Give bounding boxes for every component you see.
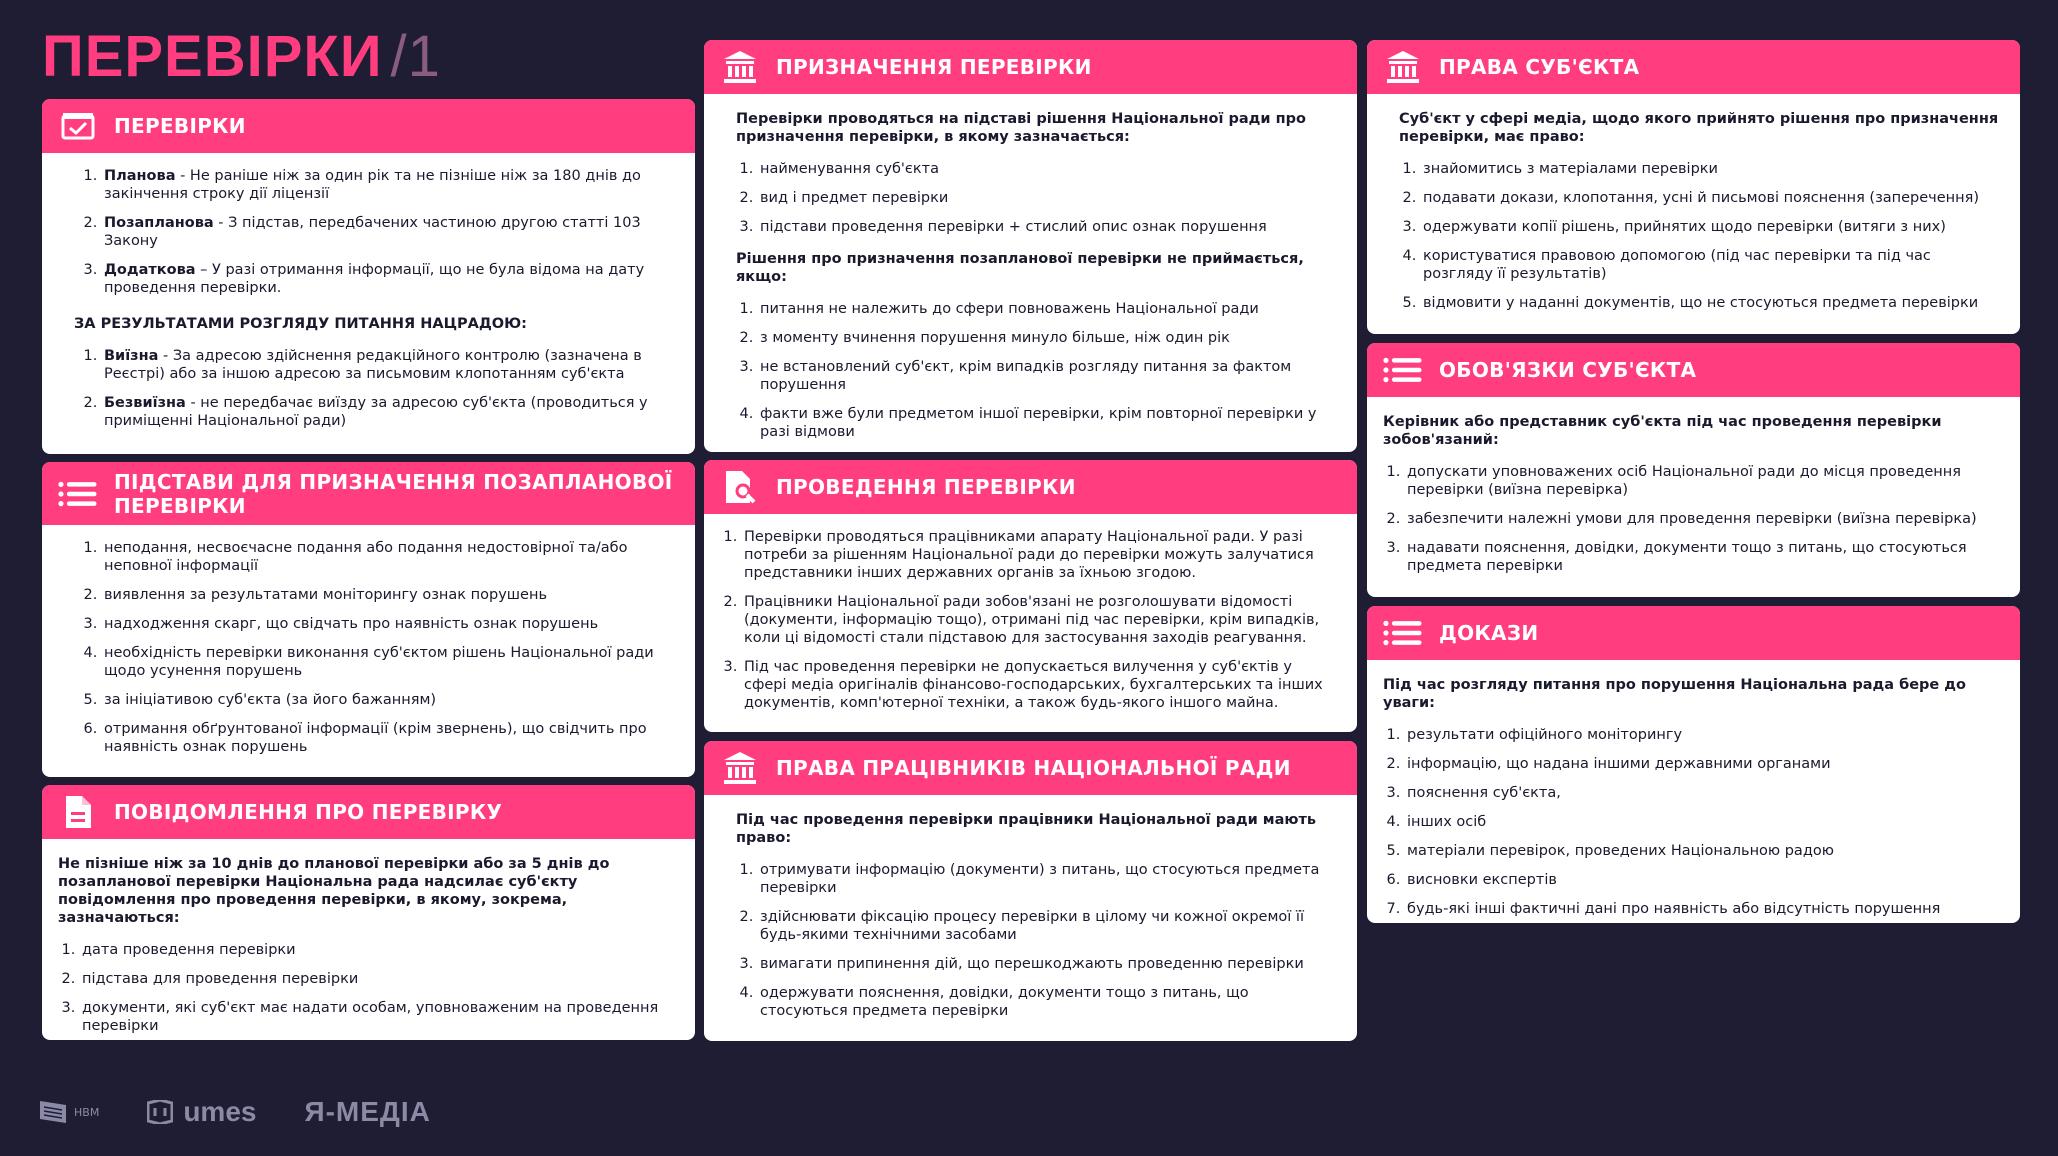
card-intro-secondary: Рішення про призначення позапланової перевірки не приймається, якщо: [736, 251, 1304, 285]
list-item: 1. допускати уповноважених осіб Національної ради до місця проведення перевірки (виїзна перевірка) [1405, 463, 2002, 499]
card-title: ПРОВЕДЕННЯ ПЕРЕВІРКИ [776, 475, 1076, 499]
list-item: 2. Працівники Національної ради зобов'язані не розголошувати відомості (документи, інформацію тощо), отримані під час перевірки, крім випадків, коли ці відомості стали підставою для застосування заходів реагування. [742, 593, 1339, 647]
footer-logos [40, 1096, 431, 1128]
list-item: 5. за ініціативою суб'єкта (за його бажанням) [102, 691, 677, 709]
list-item: 2. Позапланова - З підстав, передбачених частиною другою статті 103 Закону [102, 214, 677, 250]
ya-media-logo: Я-МЕДІА [304, 1096, 431, 1127]
section-heading: ЗА РЕЗУЛЬТАТАМИ РОЗГЛЯДУ ПИТАННЯ НАЦРАДОЮ: [74, 316, 527, 332]
list-item: 1. дата проведення перевірки [80, 941, 677, 959]
list-item: 2. підстава для проведення перевірки [80, 970, 677, 988]
list-item: 2. з моменту вчинення порушення минуло більше, ніж один рік [758, 329, 1339, 347]
list-item: 1. Перевірки проводяться працівниками апарату Національної ради. У разі потреби за рішенням Національної ради до перевірки можуть залучатися представники інших державних органів за їхньою згодою. [742, 528, 1339, 582]
list-icon [1383, 350, 1423, 390]
document-icon [58, 792, 98, 832]
list-item: 4. одержувати пояснення, довідки, документи тощо з питань, що стосуються предмета перевірки [758, 984, 1339, 1020]
list-item: 2. забезпечити належні умови для проведення перевірки (виїзна перевірка) [1405, 510, 2002, 528]
list-item: 2. Безвиїзна - не передбачає виїзду за адресою суб'єкта (проводиться у приміщенні Національної ради) [102, 394, 677, 430]
card-intro: Під час проведення перевірки працівники Національної ради мають право: [736, 812, 1317, 846]
card-povidomlennia [42, 785, 695, 1040]
card-intro: Керівник або представник суб'єкта під час проведення перевірки зобов'язаний: [1383, 414, 1942, 448]
institution-icon [1383, 47, 1423, 87]
card-title: ПРАВА ПРАЦІВНИКІВ НАЦІОНАЛЬНОЇ РАДИ [776, 756, 1291, 780]
list-item: 3. надходження скарг, що свідчать про наявність ознак порушень [102, 615, 677, 633]
list-item: 1. питання не належить до сфери повноважень Національної ради [758, 300, 1339, 318]
list-item: 2. інформацію, що надана іншими державними органами [1405, 755, 2002, 773]
list-item: 3. Додаткова – У разі отримання інформації, що не була відома на дату проведення перевірки. [102, 261, 677, 297]
list-item: 3. Під час проведення перевірки не допускається вилучення у суб'єктів у сфері медіа оригіналів фінансово-господарських, бухгалтерських та інших документів, комп'ютерної техніки, а також будь-якого іншого майна. [742, 658, 1339, 712]
card-prava-subiekta [1367, 40, 2020, 334]
card-intro: Суб'єкт у сфері медіа, щодо якого прийнято рішення про призначення перевірки, має право: [1399, 111, 1999, 145]
institution-icon [720, 748, 760, 788]
card-provedennia [704, 460, 1357, 732]
card-title: ОБОВ'ЯЗКИ СУБ'ЄКТА [1439, 358, 1697, 382]
list-item: 4. користуватися правовою допомогою (під час перевірки та під час розгляду її результатів) [1421, 247, 2002, 283]
list-item: 5. відмовити у наданні документів, що не стосуються предмета перевірки [1421, 294, 2002, 312]
card-prava-pratsivnykiv [704, 741, 1357, 1041]
list-item: 1. неподання, несвоєчасне подання або подання недостовірної та/або неповної інформації [102, 539, 677, 575]
list-item: 3. одержувати копії рішень, прийнятих щодо перевірки (витяги з них) [1421, 218, 2002, 236]
card-title: ПРАВА СУБ'ЄКТА [1439, 55, 1640, 79]
card-intro: Перевірки проводяться на підставі рішення Національної ради про призначення перевірки, в якому зазначається: [736, 111, 1306, 145]
list-item: 3. пояснення суб'єкта, [1405, 784, 2002, 802]
umes-logo: umes [147, 1096, 256, 1128]
list-item: 3. надавати пояснення, довідки, документи тощо з питань, що стосуються предмета перевірки [1405, 539, 2002, 575]
card-title: ПЕРЕВІРКИ [114, 114, 246, 138]
nvm-logo: НВМ [40, 1101, 99, 1123]
list-item: 1. Виїзна - За адресою здійснення редакційного контролю (зазначена в Реєстрі) або за іншою адресою за письмовим клопотанням суб'єкта [102, 347, 677, 383]
institution-icon [720, 47, 760, 87]
checkbox-icon [58, 106, 98, 146]
list-item: 3. вимагати припинення дій, що перешкоджають проведенню перевірки [758, 955, 1339, 973]
card-oboviazky [1367, 343, 2020, 597]
list-item: 7. будь-які інші фактичні дані про наявність або відсутність порушення [1405, 900, 2002, 918]
card-intro: Під час розгляду питання про порушення Національна рада бере до уваги: [1383, 677, 1966, 711]
list-item: 2. здійснювати фіксацію процесу перевірки в цілому чи кожної окремої її будь-якими технічними засобами [758, 908, 1339, 944]
list-item: 4. інших осіб [1405, 813, 2002, 831]
list-item: 6. висновки експертів [1405, 871, 2002, 889]
page-title: ПЕРЕВІРКИ /1 [42, 24, 441, 89]
list-item: 1. найменування суб'єкта [758, 160, 1339, 178]
card-pryznachennia [704, 40, 1357, 452]
card-title: ПРИЗНАЧЕННЯ ПЕРЕВІРКИ [776, 55, 1092, 79]
list-item: 4. факти вже були предметом іншої перевірки, крім повторної перевірки у разі відмови [758, 405, 1339, 441]
list-item: 3. документи, які суб'єкт має надати особам, уповноваженим на проведення перевірки [80, 999, 677, 1035]
list-item: 2. виявлення за результатами моніторингу ознак порушень [102, 586, 677, 604]
card-pidstavy [42, 462, 695, 777]
card-title: ПОВІДОМЛЕННЯ ПРО ПЕРЕВІРКУ [114, 800, 503, 824]
card-perevirky [42, 99, 695, 454]
list-item: 6. отримання обґрунтованої інформації (крім звернень), що свідчить про наявність ознак порушень [102, 720, 677, 756]
list-item: 5. матеріали перевірок, проведених Національною радою [1405, 842, 2002, 860]
list-item: 3. підстави проведення перевірки + стислий опис ознак порушення [758, 218, 1339, 236]
card-title: ПІДСТАВИ ДЛЯ ПРИЗНАЧЕННЯ ПОЗАПЛАНОВОЇ ПЕРЕВІРКИ [114, 469, 673, 518]
card-title: ДОКАЗИ [1439, 621, 1539, 645]
card-intro: Не пізніше ніж за 10 днів до планової перевірки або за 5 днів до позапланової перевірки Національна рада надсилає суб'єкту повідомлення про проведення перевірки, в якому, зокрема, зазначаються: [58, 856, 610, 926]
list-item: 1. Планова - Не раніше ніж за один рік та не пізніше ніж за 180 днів до закінчення строку дії ліцензії [102, 167, 677, 203]
list-item: 1. отримувати інформацію (документи) з питань, що стосуються предмета перевірки [758, 861, 1339, 897]
card-dokazy [1367, 606, 2020, 923]
list-item: 1. результати офіційного моніторингу [1405, 726, 2002, 744]
document-search-icon [720, 467, 760, 507]
list-item: 3. не встановлений суб'єкт, крім випадків розгляду питання за фактом порушення [758, 358, 1339, 394]
list-item: 2. вид і предмет перевірки [758, 189, 1339, 207]
list-icon [1383, 613, 1423, 653]
list-item: 2. подавати докази, клопотання, усні й письмові пояснення (заперечення) [1421, 189, 2002, 207]
list-icon [58, 474, 98, 514]
list-item: 1. знайомитись з матеріалами перевірки [1421, 160, 2002, 178]
list-item: 4. необхідність перевірки виконання суб'єктом рішень Національної ради щодо усунення порушень [102, 644, 677, 680]
